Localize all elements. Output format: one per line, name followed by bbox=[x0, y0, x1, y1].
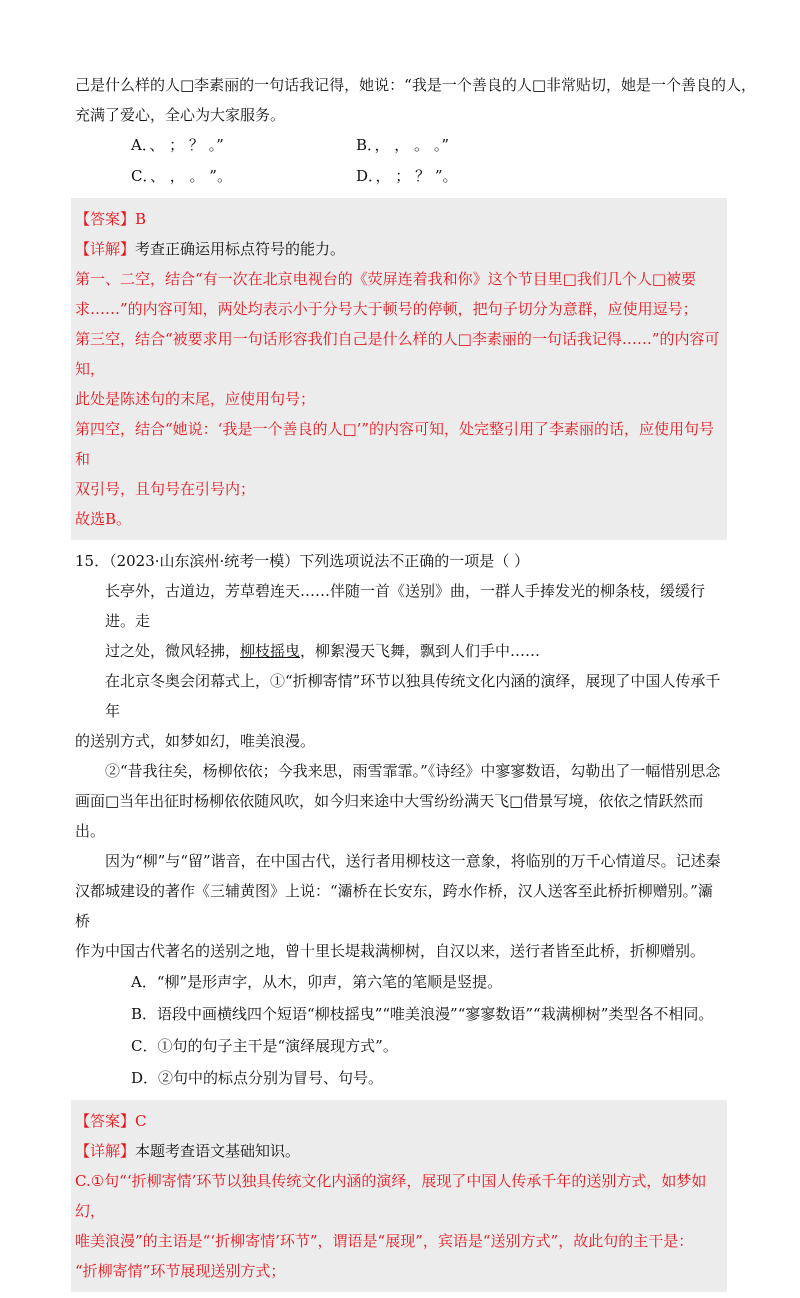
detail-tag: 【详解】 bbox=[75, 1142, 136, 1160]
detail-tag: 【详解】 bbox=[75, 240, 136, 258]
passage-line: 画面□当年出征时杨柳依依随风吹，如今归来途中大雪纷纷满天飞□借景写境，依依之情跃然而出。 bbox=[75, 792, 704, 840]
answer-value: C bbox=[135, 1112, 147, 1130]
choice-d: D．②句中的标点分别为冒号、句号。 bbox=[131, 1069, 384, 1087]
explanation-line: 唯美浪漫”的主语是“‘折柳寄情’环节”，谓语是“展现”，宾语是“送别方式”，故此句的主干是： bbox=[75, 1232, 694, 1250]
explanation-line: 此处是陈述句的末尾，应使用句号； bbox=[75, 390, 316, 408]
explanation-line: 第一、二空，结合“有一次在北京电视台的《荧屏连着我和你》这个节目里□我们几个人□被要 bbox=[75, 270, 697, 288]
choice-a: A．“柳”是形声字，从木，卯声，第六笔的笔顺是竖提。 bbox=[131, 973, 503, 991]
passage-line bbox=[75, 636, 727, 666]
explanation-line: C.①句“‘折柳寄情’环节以独具传统文化内涵的演绎，展现了中国人传承千年的送别方式，如梦如幻， bbox=[75, 1172, 707, 1220]
passage-line: 因为“柳”与“留”谐音，在中国古代，送行者用柳枝这一意象，将临别的万千心情道尽。记述秦 bbox=[105, 852, 721, 870]
answer-value: B bbox=[135, 210, 147, 228]
detail-line bbox=[75, 1136, 721, 1166]
option-a: A．、 ； ？ 。” bbox=[131, 136, 224, 154]
explanation-line: 第三空，结合“被要求用一句话形容我们自己是什么样的人□李素丽的一句话我记得……”的内容可知， bbox=[75, 330, 720, 378]
passage-line: 作为中国古代著名的送别之地，曾十里长堤栽满柳树，自汉以来，送行者皆至此桥，折柳赠别。 bbox=[75, 942, 706, 960]
explanation-line: 故选B。 bbox=[75, 510, 132, 528]
underlined-phrase: 柳枝摇曳 bbox=[240, 642, 301, 660]
passage-text: 过之处，微风轻拂， bbox=[105, 642, 241, 660]
passage-line: 的送别方式，如梦如幻，唯美浪漫。 bbox=[75, 732, 316, 750]
question-15-heading: 15．（2023·山东滨州·统考一模）下列选项说法不正确的一项是（ ） bbox=[75, 552, 530, 570]
passage-text: ，柳絮漫天飞舞，飘到人们手中…… bbox=[300, 642, 541, 660]
choice-b: B．语段中画横线四个短语“柳枝摇曳”“唯美浪漫”“寥寥数语”“栽满柳树”类型各不相同。 bbox=[131, 1005, 714, 1023]
passage-line: ②“昔我往矣，杨柳依依；今我来思，雨雪霏霏。”《诗经》中寥寥数语，勾勒出了一幅惜别思念 bbox=[105, 762, 721, 780]
explanation-line: 第四空，结合“她说：‘我是一个善良的人□’”的内容可知，处完整引用了李素丽的话，应使用句号和 bbox=[75, 420, 715, 468]
passage-line: 汉都城建设的著作《三辅黄图》上说：“灞桥在长安东，跨水作桥，汉人送客至此桥折柳赠别。”灞桥 bbox=[75, 882, 713, 930]
answer-line bbox=[75, 204, 721, 234]
explanation-line: 求……”的内容可知，两处均表示小于分号大于顿号的停顿，把句子切分为意群，应使用逗号； bbox=[75, 300, 698, 318]
option-d: D．， ； ？ ”。 bbox=[356, 167, 458, 185]
q14-options-row-2 bbox=[75, 161, 727, 192]
text-line: 充满了爱心，全心为大家服务。 bbox=[75, 106, 286, 124]
choice-c: C．①句的句子主干是“演绎展现方式”。 bbox=[131, 1037, 398, 1055]
q14-options-row-1 bbox=[75, 130, 727, 161]
document-page bbox=[75, 70, 757, 1298]
explanation-line: 双引号，且句号在引号内； bbox=[75, 480, 256, 498]
q15-answer-block bbox=[71, 1100, 727, 1292]
explanation-line: “折柳寄情”环节展现送别方式； bbox=[75, 1262, 286, 1280]
text-line: 己是什么样的人□李素丽的一句话我记得，她说：“我是一个善良的人□非常贴切，她是一个善良的人， bbox=[75, 76, 757, 94]
detail-text: 本题考查语文基础知识。 bbox=[135, 1142, 301, 1160]
answer-tag: 【答案】 bbox=[75, 210, 136, 228]
option-b: B．， ， 。 。” bbox=[356, 136, 449, 154]
passage-line: 在北京冬奥会闭幕式上，①“折柳寄情”环节以独具传统文化内涵的演绎，展现了中国人传承千年 bbox=[105, 672, 721, 720]
q14-answer-block bbox=[71, 198, 727, 540]
detail-line bbox=[75, 234, 721, 264]
option-c: C．、 ， 。 ”。 bbox=[131, 167, 232, 185]
passage-line: 长亭外，古道边，芳草碧连天……伴随一首《送别》曲，一群人手捧发光的柳条枝，缓缓行进。走 bbox=[105, 582, 706, 630]
detail-text: 考查正确运用标点符号的能力。 bbox=[135, 240, 346, 258]
answer-tag: 【答案】 bbox=[75, 1112, 136, 1130]
